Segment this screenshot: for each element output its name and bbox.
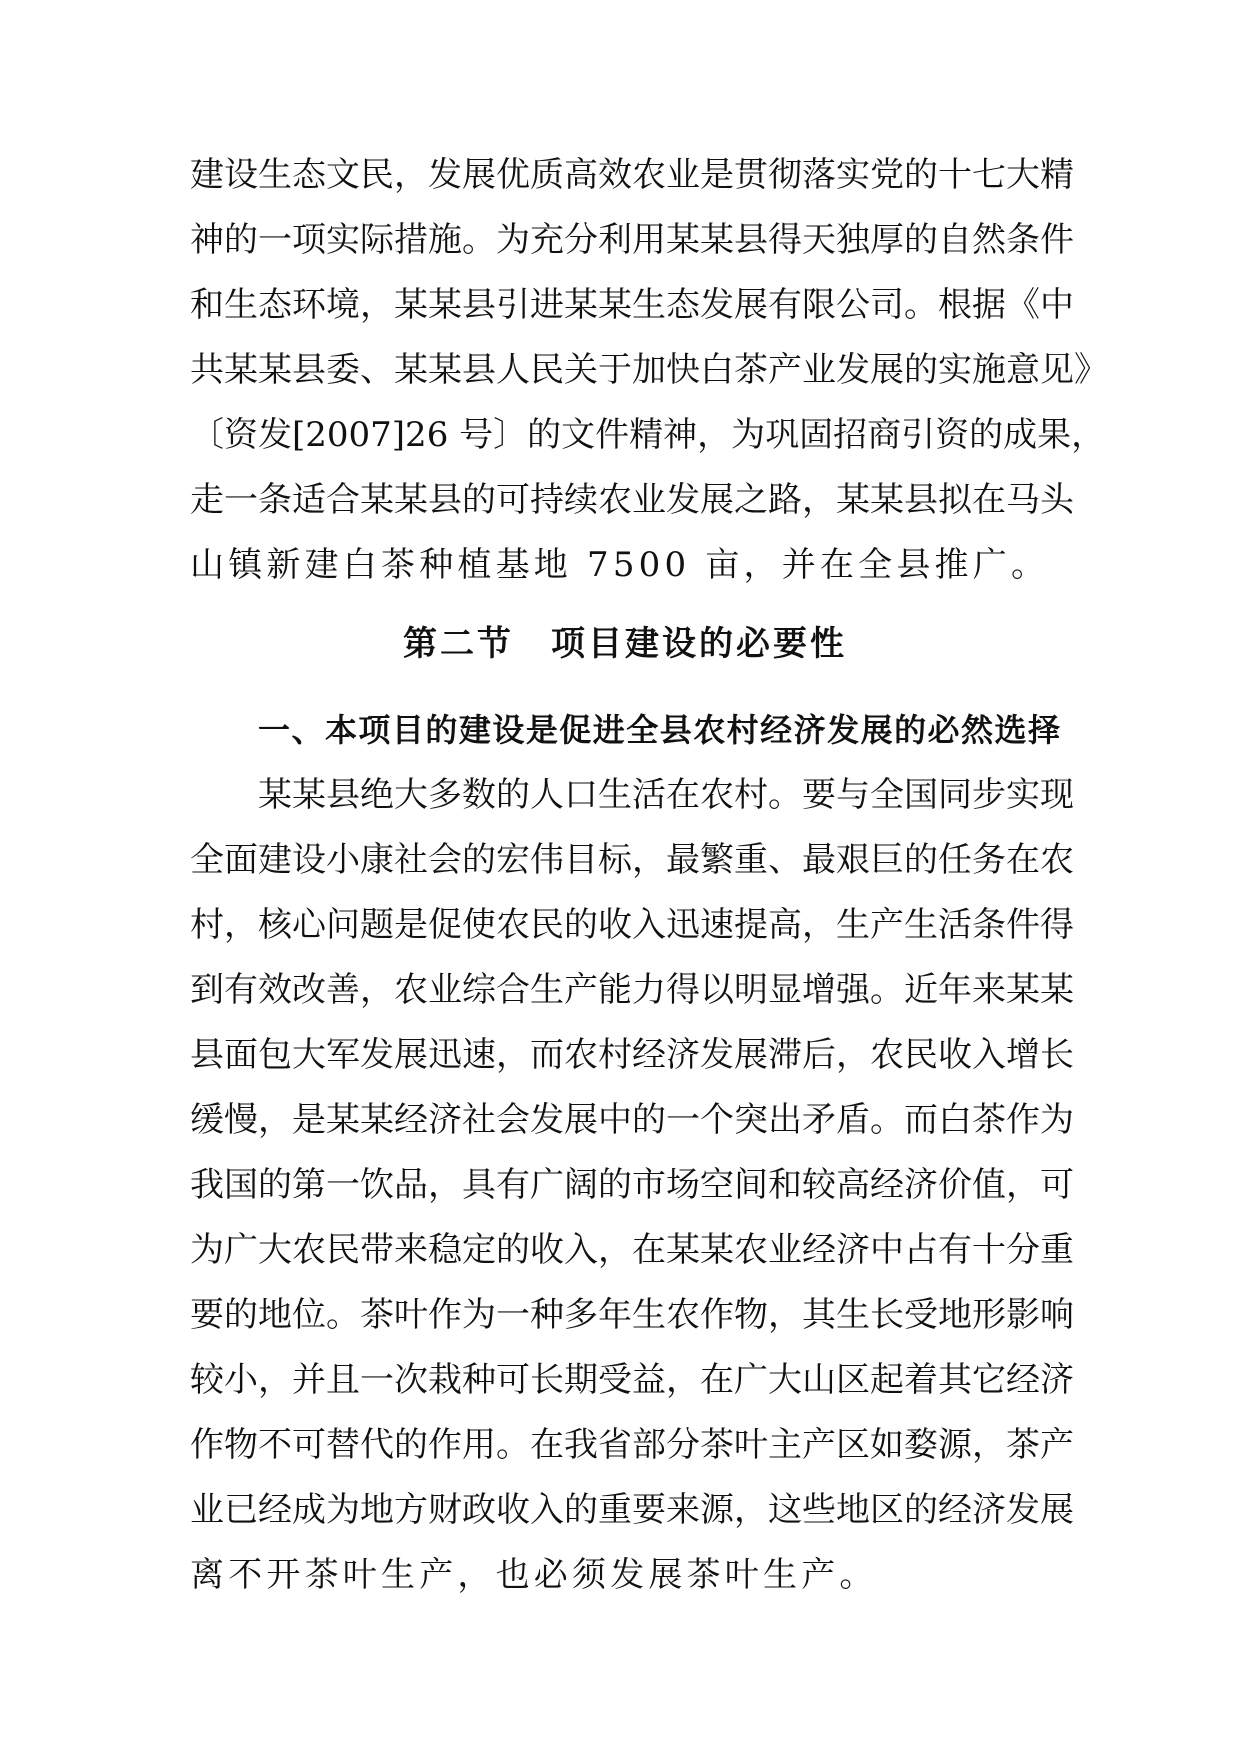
paragraph-line: 村，核心问题是促使农民的收入迅速提高，生产生活条件得 [190, 905, 1074, 945]
paragraph-line: 县面包大军发展迅速，而农村经济发展滞后，农民收入增长 [190, 1035, 1074, 1075]
paragraph-line: 和生态环境，某某县引进某某生态发展有限公司。根据《中 [190, 285, 1074, 325]
paragraph-line: 共某某县委、某某县人民关于加快白茶产业发展的实施意见》 [190, 350, 1108, 390]
paragraph-line: 离不开茶叶生产，也必须发展茶叶生产。 [190, 1555, 878, 1595]
section-title: 第二节 项目建设的必要性 [403, 624, 847, 664]
paragraph-line: 缓慢，是某某经济社会发展中的一个突出矛盾。而白茶作为 [190, 1100, 1074, 1140]
paragraph-line: 要的地位。茶叶作为一种多年生农作物，其生长受地形影响 [190, 1295, 1074, 1335]
paragraph-line: 全面建设小康社会的宏伟目标，最繁重、最艰巨的任务在农 [190, 840, 1074, 880]
paragraph-line: 神的一项实际措施。为充分利用某某县得天独厚的自然条件 [190, 220, 1074, 260]
paragraph-line: 我国的第一饮品，具有广阔的市场空间和较高经济价值，可 [190, 1165, 1074, 1205]
paragraph-line: 走一条适合某某县的可持续农业发展之路，某某县拟在马头 [190, 480, 1074, 520]
paragraph-line: 业已经成为地方财政收入的重要来源，这些地区的经济发展 [190, 1490, 1074, 1530]
paragraph-line: 到有效改善，农业综合生产能力得以明显增强。近年来某某 [190, 970, 1074, 1010]
paragraph-line: 较小，并且一次栽种可长期受益，在广大山区起着其它经济 [190, 1360, 1074, 1400]
paragraph-line: 作物不可替代的作用。在我省部分茶叶主产区如婺源，茶产 [190, 1425, 1074, 1465]
paragraph-line: 某某县绝大多数的人口生活在农村。要与全国同步实现 [258, 775, 1074, 815]
subsection-title: 一、本项目的建设是促进全县农村经济发展的必然选择 [258, 711, 1060, 749]
paragraph-line: 为广大农民带来稳定的收入，在某某农业经济中占有十分重 [190, 1230, 1074, 1270]
paragraph-line: 建设生态文民，发展优质高效农业是贯彻落实党的十七大精 [190, 155, 1074, 195]
paragraph-line: 山镇新建白茶种植基地 7500 亩，并在全县推广。 [190, 545, 1050, 585]
paragraph-line: 〔资发[2007]26 号〕的文件精神，为巩固招商引资的成果， [190, 415, 1106, 455]
